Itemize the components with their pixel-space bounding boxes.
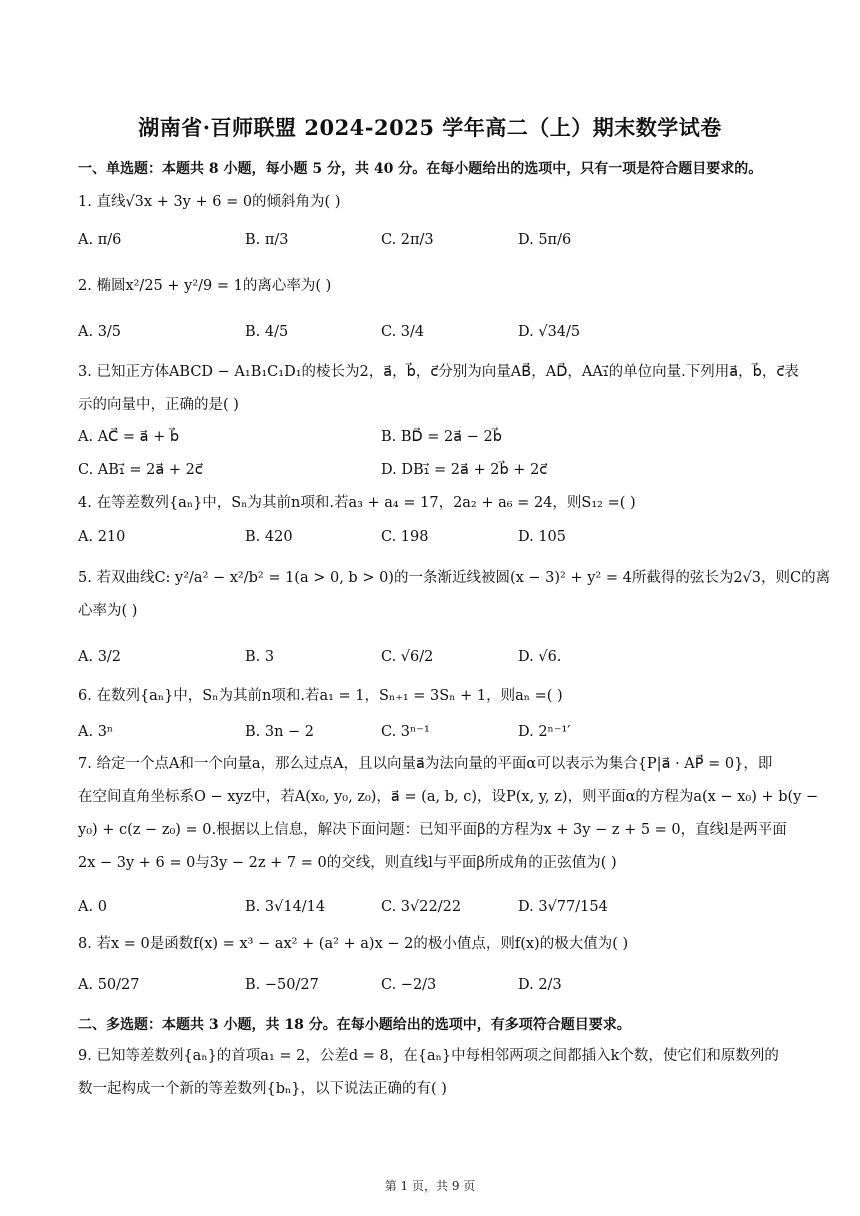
question-2-options: A. 3/5 B. 4/5 C. 3/4 D. √34/5 — [78, 324, 581, 340]
question-8: 8. 若x = 0是函数f(x) = x³ − ax² + (a² + a)x − 2的极小值点，则f(x)的极大值为( ) — [78, 936, 629, 952]
section-multiple-choice: 二、多选题：本题共 3 小题，共 18 分。在每小题给出的选项中，有多项符合题目要求。 — [78, 1017, 631, 1033]
question-3-options-row-1: A. AC⃗ = a⃗ + b⃗ B. BD⃗ = 2a⃗ − 2b⃗ — [78, 429, 502, 445]
page-title: 湖南省·百师联盟 2024-2025 学年高二（上）期末数学试卷 — [138, 115, 722, 140]
question-7: 7. 给定一个点A和一个向量a，那么过点A，且以向量a⃗为法向量的平面α可以表示为集合{P|a⃗ · AP⃗ = 0}，即 在空间直角坐标系O − xyz中，若A(x₀, y₀, z₀)，a⃗ = (a, b, c)，设P(x, y, z)，则平面α的方程为a(x − x₀) + b(y − y₀) + c(z − z₀) = 0.根据以上信息，解决下面问题：已知平面β的方程为x + 3y − z + 5 = 0，直线l是两平面 2x − 3y + 6 = 0与3y − 2z + 7 = 0的交线，则直线l与平面β所成角的正弦值为( ) — [78, 756, 819, 871]
question-1-options: A. π/6 B. π/3 C. 2π/3 D. 5π/6 — [78, 232, 572, 248]
question-5: 5. 若双曲线C: y²/a² − x²/b² = 1(a > 0, b > 0)的一条渐近线被圆(x − 3)² + y² = 4所截得的弦长为2√3，则C的离 心率为( ) — [78, 570, 831, 619]
question-8-options: A. 50/27 B. −50/27 C. −2/3 D. 2/3 — [78, 977, 562, 993]
question-1: 1. 直线√3x + 3y + 6 = 0的倾斜角为( ) — [78, 194, 341, 210]
question-3: 3. 已知正方体ABCD − A₁B₁C₁D₁的棱长为2，a⃗，b⃗，c⃗分别为向量AB⃗，AD⃗，AA₁⃗的单位向量.下列用a⃗，b⃗，c⃗表 示的向量中，正确的是( ) — [78, 364, 799, 413]
question-4: 4. 在等差数列{aₙ}中，Sₙ为其前n项和.若a₃ + a₄ = 17，2a₂ + a₆ = 24，则S₁₂ =( ) — [78, 495, 636, 511]
question-2: 2. 椭圆x²/25 + y²/9 = 1的离心率为( ) — [78, 278, 332, 294]
question-4-options: A. 210 B. 420 C. 198 D. 105 — [78, 529, 567, 545]
page-footer: 第 1 页，共 9 页 — [384, 1179, 476, 1193]
question-9: 9. 已知等差数列{aₙ}的首项a₁ = 2，公差d = 8，在{aₙ}中每相邻两项之间都插入k个数，使它们和原数列的 数一起构成一个新的等差数列{bₙ}，以下说法正确的有( ) — [78, 1048, 779, 1097]
question-3-options-row-2: C. AB₁⃗ = 2a⃗ + 2c⃗ D. DB₁⃗ = 2a⃗ + 2b⃗ + 2c⃗ — [78, 462, 548, 478]
question-6-options: A. 3ⁿ B. 3n − 2 C. 3ⁿ⁻¹ D. 2ⁿ⁻¹′ — [78, 724, 571, 740]
section-single-choice: 一、单选题：本题共 8 小题，每小题 5 分，共 40 分。在每小题给出的选项中，只有一项是符合题目要求的。 — [78, 161, 763, 177]
question-6: 6. 在数列{aₙ}中，Sₙ为其前n项和.若a₁ = 1，Sₙ₊₁ = 3Sₙ + 1，则aₙ =( ) — [78, 688, 563, 704]
question-7-options: A. 0 B. 3√14/14 C. 3√22/22 D. 3√77/154 — [78, 899, 608, 915]
question-5-options: A. 3/2 B. 3 C. √6/2 D. √6. — [78, 649, 562, 665]
